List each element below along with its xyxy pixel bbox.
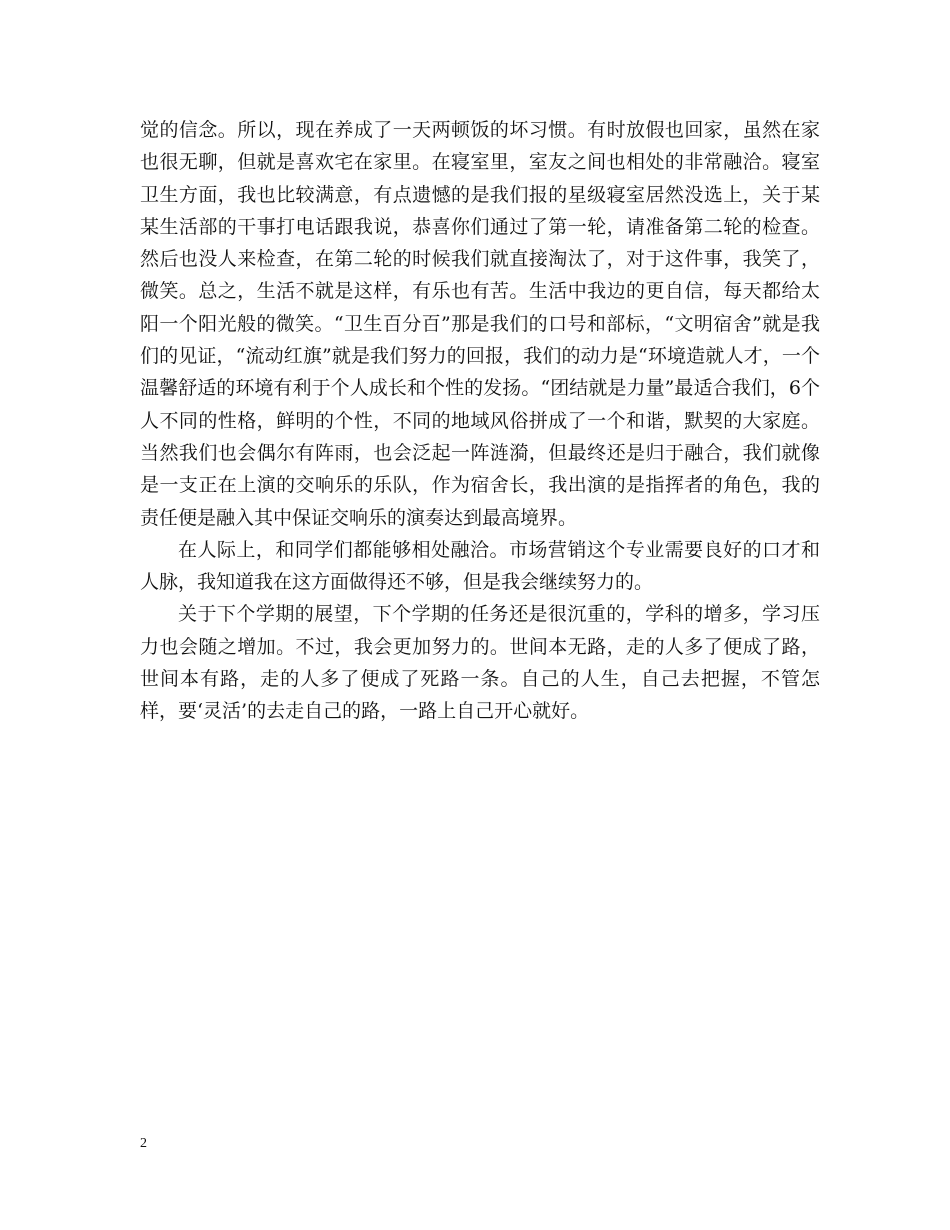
- paragraph-continuation: 觉的信念。所以，现在养成了一天两顿饭的坏习惯。有时放假也回家，虽然在家也很无聊，但就是喜欢宅在家里。在寝室里，室友之间也相处的非常融洽。寝室卫生方面，我也比较满意，有点遗憾的是我们报的星级寝室居然没选上，关于某某生活部的干事打电话跟我说，恭喜你们通过了第一轮，请准备第二轮的检查。然后也没人来检查，在第二轮的时候我们就直接淘汰了，对于这件事，我笑了，微笑。总之，生活不就是这样，有乐也有苦。生活中我边的更自信，每天都给太阳一个阳光般的微笑。“卫生百分百”那是我们的口号和部标，“文明宿舍”就是我们的见证，“流动红旗”就是我们努力的回报，我们的动力是“环境造就人才，一个温馨舒适的环境有利于个人成长和个性的发扬。“团结就是力量”最适合我们，6个人不同的性格，鲜明的个性，不同的地域风俗拼成了一个和谐，默契的大家庭。当然我们也会偶尔有阵雨，也会泛起一阵涟漪，但最终还是归于融合，我们就像是一支正在上演的交响乐的乐队，作为宿舍长，我出演的是指挥者的角色，我的责任便是融入其中保证交响乐的演奏达到最高境界。: [140, 119, 820, 529]
- paragraph-interpersonal: 在人际上，和同学们都能够相处融洽。市场营销这个专业需要良好的口才和人脉，我知道我在这方面做得还不够，但是我会继续努力的。: [140, 538, 820, 594]
- paragraph-outlook: 关于下个学期的展望，下个学期的任务还是很沉重的，学科的增多，学习压力也会随之增加。不过，我会更加努力的。世间本无路，走的人多了便成了路，世间本有路，走的人多了便成了死路一条。自己的人生，自己去把握，不管怎样，要‘灵活’的去走自己的路，一路上自己开心就好。: [140, 603, 820, 723]
- page-number: 2: [140, 1136, 147, 1151]
- document-body: [140, 114, 820, 728]
